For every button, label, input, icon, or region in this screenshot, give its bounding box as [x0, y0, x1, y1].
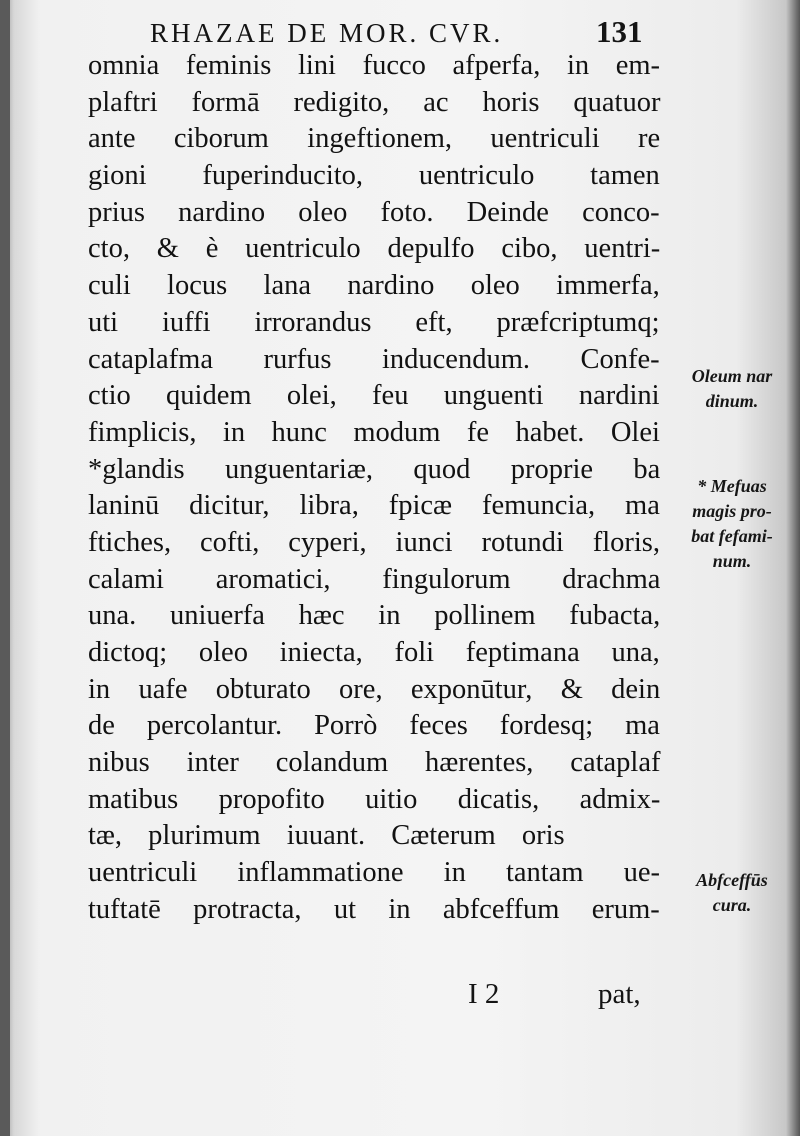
marginal-line: * Mefuas: [697, 476, 767, 496]
text-line: matibus propofito uitio dicatis, admix-: [88, 783, 661, 815]
text-line: *glandis unguentariæ, quod proprie ba: [88, 453, 661, 485]
text-line: calami aromatici, fingulorum drachma: [88, 563, 661, 595]
marginal-line: magis pro-: [692, 501, 772, 521]
text-line: de percolantur. Porrò feces fordesq; ma: [88, 710, 660, 742]
marginal-note-mesuas: [668, 474, 796, 574]
catchword: pat,: [598, 978, 641, 1010]
text-line: uentriculi inflammatione in tantam ue-: [88, 857, 661, 889]
signature-mark: I 2: [468, 978, 500, 1010]
marginal-line: num.: [712, 551, 752, 571]
text-line: laninū dicitur, libra, fpicæ femuncia, ma: [88, 490, 660, 522]
text-line: nibus inter colandum hærentes, cataplaf: [88, 747, 661, 779]
text-line: tæ, plurimum iuuant. Cæterum oris: [88, 820, 565, 852]
running-head: RHAZAE DE MOR. CVR.: [150, 18, 504, 48]
text-line: dictoq; oleo iniecta, foli feptimana una,: [88, 637, 660, 668]
marginal-line: Abfceffūs: [696, 870, 768, 890]
marginal-line: bat fefami-: [691, 526, 773, 546]
text-line: una. uniuerfa hæc in pollinem fubacta,: [88, 600, 661, 632]
text-line: ctio quidem olei, feu unguenti nardini: [88, 380, 660, 412]
text-line: cataplafma rurfus inducendum. Confe-: [88, 343, 660, 375]
text-line: fimplicis, in hunc modum fe habet. Olei: [88, 416, 660, 448]
marginal-note-abscessus: [668, 868, 796, 918]
text-line: omnia feminis lini fucco afperfa, in em-: [88, 50, 661, 81]
folio-number: 131: [596, 14, 643, 49]
marginal-line: cura.: [712, 895, 752, 915]
text-line: ftiches, cofti, cyperi, iunci rotundi floris,: [88, 526, 660, 558]
text-line: tuftatē protracta, ut in abfceffum erum-: [88, 893, 660, 925]
text-line: prius nardino oleo foto. Deinde conco-: [88, 196, 660, 228]
marginal-note-oleum: [668, 364, 796, 414]
text-line: culi locus lana nardino oleo immerfa,: [88, 270, 660, 302]
text-line: in uafe obturato ore, exponūtur, & dein: [88, 673, 661, 705]
text-line: gioni fuperinducito, uentriculo tamen: [88, 160, 660, 192]
text-line: cto, & è uentriculo depulfo cibo, uentri-: [88, 233, 661, 265]
page-gutter-edge: [0, 0, 10, 1136]
text-line: uti iuffi irrorandus eft, præfcriptumq;: [88, 306, 660, 338]
marginal-line: Oleum nar: [691, 366, 773, 386]
body-text: [88, 48, 660, 929]
text-line: ante ciborum ingeftionem, uentriculi re: [88, 123, 661, 155]
marginal-line: dinum.: [705, 391, 759, 411]
text-line: plaftri formā redigito, ac horis quatuor: [88, 86, 661, 118]
